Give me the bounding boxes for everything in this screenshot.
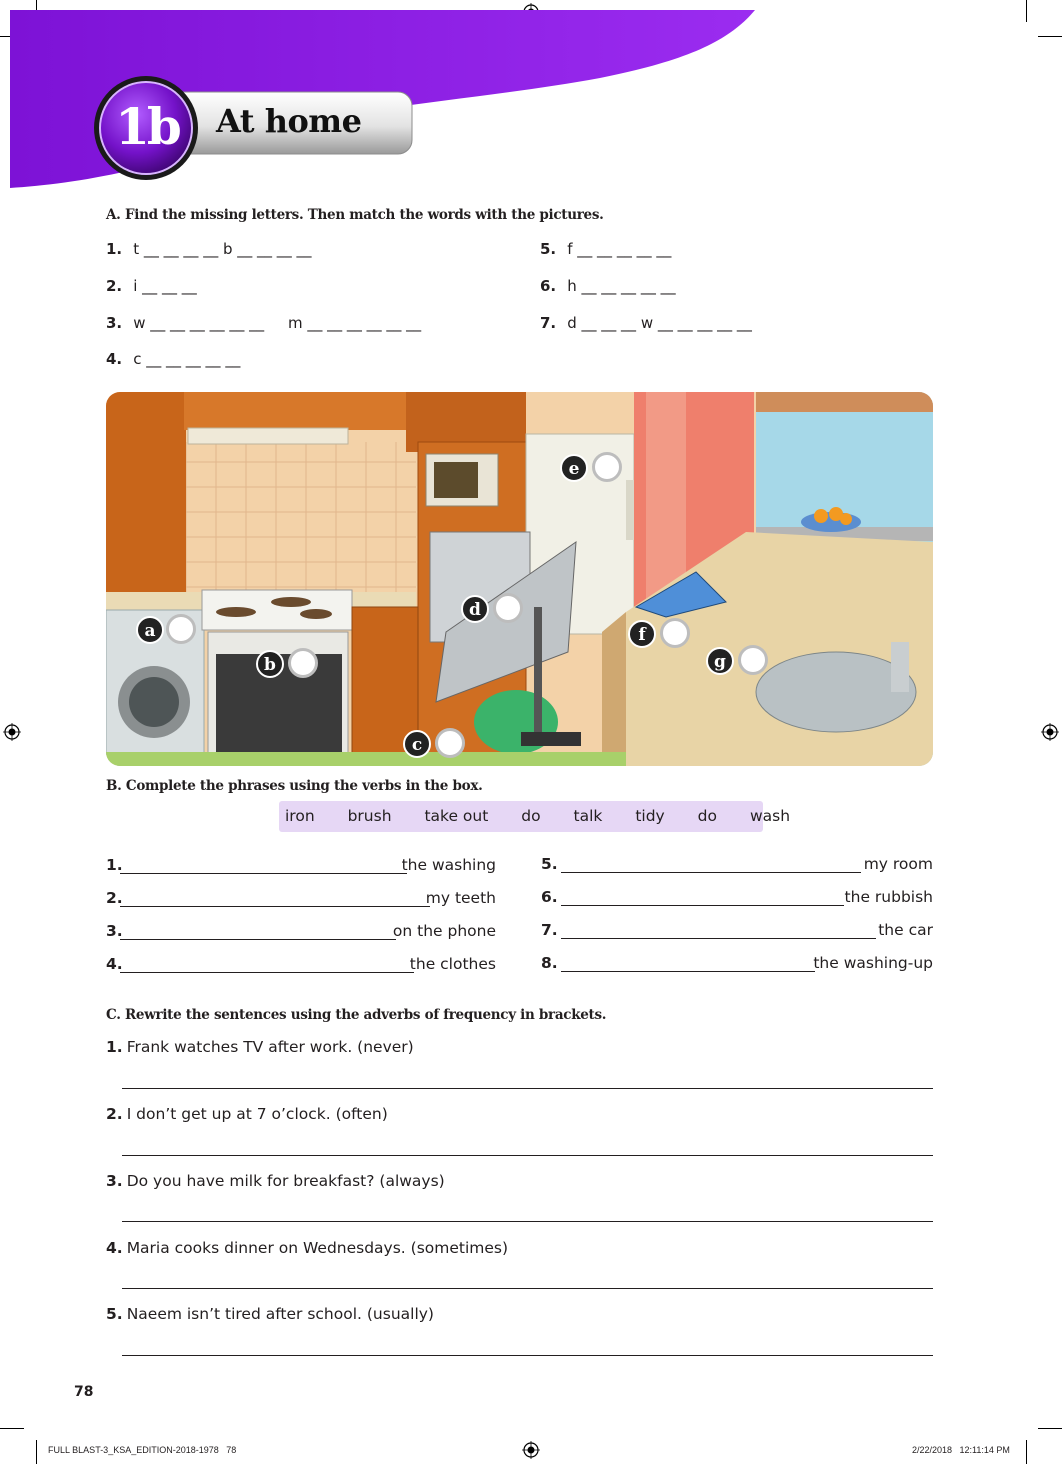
item-blanks: t __ __ __ __ b __ __ __ __ (133, 240, 312, 258)
sentence-number: 3. (106, 1172, 123, 1190)
sentence-text: I don’t get up at 7 o’clock. (often) (126, 1105, 388, 1123)
crop-mark (36, 1440, 37, 1464)
picture-label-e: e (560, 454, 588, 482)
item-number: 7. (540, 314, 557, 332)
picture-label-a: a (136, 616, 164, 644)
answer-circle-e[interactable] (592, 452, 622, 482)
picture-label-c: c (403, 730, 431, 758)
item-number: 5. (540, 240, 557, 258)
picture-label-f: f (628, 620, 656, 648)
page-number: 78 (74, 1384, 94, 1400)
phrase-number: 2. (106, 889, 123, 907)
kitchen-illustration (106, 392, 933, 766)
answer-circle-f[interactable] (660, 618, 690, 648)
answer-circle-b[interactable] (288, 648, 318, 678)
answer-circle-a[interactable] (166, 614, 196, 644)
answer-line[interactable] (122, 1355, 933, 1356)
answer-circle-d[interactable] (493, 593, 523, 623)
answer-line[interactable] (122, 1221, 933, 1222)
item-number: 4. (106, 350, 123, 368)
registration-mark-icon (3, 723, 21, 741)
answer-line[interactable] (122, 1288, 933, 1289)
answer-line[interactable] (122, 1088, 933, 1089)
sentence-item (106, 1172, 445, 1190)
kitchen-drawing (106, 392, 933, 766)
sentence-text: Maria cooks dinner on Wednesdays. (sometimes) (126, 1239, 509, 1257)
phrase-number: 8. (541, 954, 558, 972)
phrase-row (541, 855, 933, 877)
picture-label-b: b (256, 650, 284, 678)
sentence-item (106, 1239, 508, 1257)
sentence-text: Naeem isn’t tired after school. (usually) (126, 1305, 434, 1323)
registration-mark-icon (1041, 723, 1059, 741)
answer-line[interactable] (561, 905, 844, 906)
exercise-item (106, 313, 421, 332)
answer-line[interactable] (120, 873, 407, 874)
exercise-item (106, 276, 197, 295)
exercise-item (540, 276, 676, 295)
crop-mark (1026, 1440, 1027, 1464)
phrase-text: the washing (401, 856, 496, 874)
phrase-number: 1. (106, 856, 123, 874)
phrase-number: 5. (541, 855, 558, 873)
exercise-item (540, 239, 671, 258)
phrase-number: 6. (541, 888, 558, 906)
phrase-number: 4. (106, 955, 123, 973)
verb-word: iron (285, 807, 315, 825)
verb-word: do (697, 807, 717, 825)
footer-right: 2/22/2018 12:11:14 PM (912, 1445, 1010, 1455)
phrase-row (106, 856, 496, 878)
phrase-text: the washing-up (813, 954, 933, 972)
exercise-item (106, 349, 240, 368)
item-number: 1. (106, 240, 123, 258)
answer-line[interactable] (120, 939, 396, 940)
answer-line[interactable] (122, 1155, 933, 1156)
item-number: 2. (106, 277, 123, 295)
unit-number: 1b (115, 97, 179, 156)
item-blanks: i __ __ __ (133, 277, 197, 295)
phrase-row (541, 954, 933, 976)
answer-line[interactable] (561, 872, 861, 873)
phrase-row (541, 921, 933, 943)
sentence-number: 1. (106, 1038, 123, 1056)
verb-word: brush (347, 807, 392, 825)
item-blanks: c __ __ __ __ __ (133, 350, 241, 368)
item-number: 3. (106, 314, 123, 332)
verb-word: talk (573, 807, 603, 825)
answer-circle-c[interactable] (435, 728, 465, 758)
item-blanks: f __ __ __ __ __ (567, 240, 672, 258)
verb-box (279, 801, 791, 832)
exercise-item (540, 313, 752, 332)
phrase-text: the clothes (409, 955, 496, 973)
picture-label-g: g (706, 647, 734, 675)
verb-word: wash (749, 807, 791, 825)
item-blanks: w __ __ __ __ __ __ m __ __ __ __ __ __ (133, 314, 422, 332)
phrase-row (106, 922, 496, 944)
crop-mark (0, 1428, 24, 1429)
answer-line[interactable] (561, 971, 815, 972)
phrase-number: 7. (541, 921, 558, 939)
sentence-item (106, 1305, 434, 1323)
sentence-text: Do you have milk for breakfast? (always) (126, 1172, 445, 1190)
crop-mark (1038, 1428, 1062, 1429)
phrase-row (541, 888, 933, 910)
phrase-text: on the phone (392, 922, 496, 940)
item-blanks: d __ __ __ w __ __ __ __ __ (567, 314, 752, 332)
page-title: At home (216, 102, 362, 140)
answer-circle-g[interactable] (738, 645, 768, 675)
verb-word: do (521, 807, 541, 825)
phrase-text: the rubbish (844, 888, 933, 906)
section-b-instruction: B. Complete the phrases using the verbs in the box. (106, 778, 483, 794)
section-a-instruction: A. Find the missing letters. Then match the words with the pictures. (106, 207, 604, 223)
phrase-number: 3. (106, 922, 123, 940)
sentence-item (106, 1038, 414, 1056)
sentence-item (106, 1105, 388, 1123)
phrase-text: the car (878, 921, 933, 939)
phrase-row (106, 955, 496, 977)
item-blanks: h __ __ __ __ __ (567, 277, 676, 295)
answer-line[interactable] (561, 938, 876, 939)
exercise-item (106, 239, 312, 258)
footer-left: FULL BLAST-3_KSA_EDITION-2018-1978 78 (48, 1445, 237, 1455)
sentence-text: Frank watches TV after work. (never) (126, 1038, 414, 1056)
picture-label-d: d (461, 595, 489, 623)
answer-line[interactable] (120, 906, 430, 907)
sentence-number: 2. (106, 1105, 123, 1123)
section-c-instruction: C. Rewrite the sentences using the adverbs of frequency in brackets. (106, 1007, 607, 1023)
answer-line[interactable] (120, 972, 414, 973)
phrase-row (106, 889, 496, 911)
registration-mark-icon (522, 1441, 540, 1459)
verb-word: tidy (635, 807, 665, 825)
verb-word: take out (424, 807, 489, 825)
sentence-number: 4. (106, 1239, 123, 1257)
phrase-text: my room (863, 855, 933, 873)
item-number: 6. (540, 277, 557, 295)
sentence-number: 5. (106, 1305, 123, 1323)
phrase-text: my teeth (425, 889, 496, 907)
